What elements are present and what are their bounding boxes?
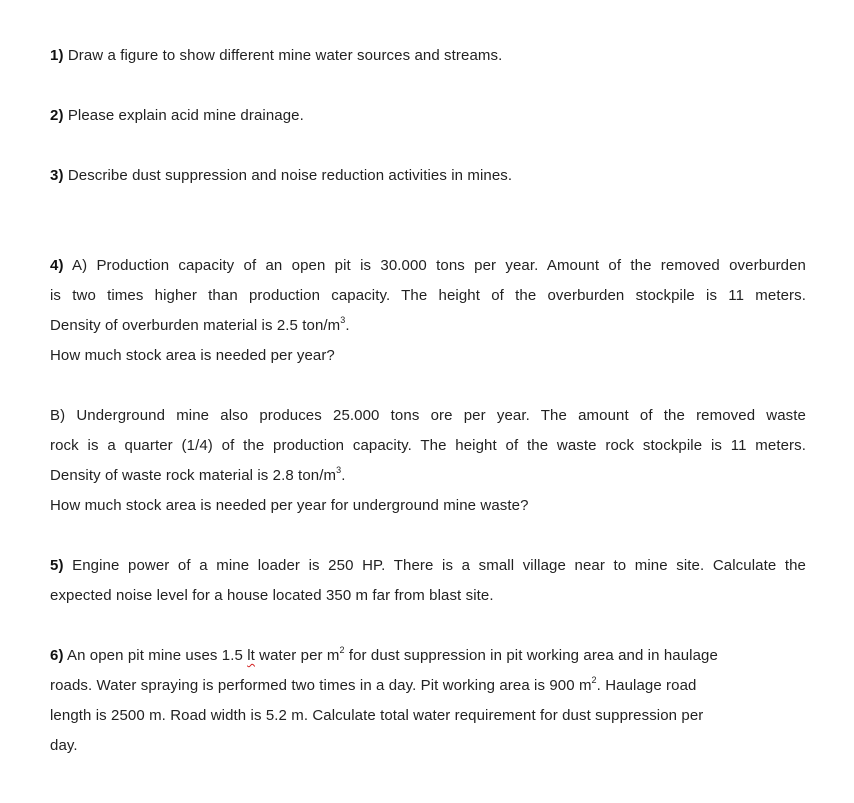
- question-6-exponent-2: 2: [591, 675, 597, 685]
- question-6-line-1: [50, 646, 718, 666]
- question-5-number: 5): [50, 557, 64, 574]
- question-4b-line-2: rock is a quarter (1/4) of the production capacity. The height of the waste rock stockpile is 11 meters.: [50, 437, 806, 454]
- question-4b-density-text: Density of waste rock material is 2.8 ton/m: [50, 467, 337, 484]
- question-4a-density-period: .: [345, 317, 350, 334]
- spellcheck-flagged-word: lt: [247, 647, 255, 664]
- question-4a-line-4: How much stock area is needed per year?: [50, 347, 335, 364]
- question-4a-line-3: [50, 316, 350, 336]
- question-4-number: 4): [50, 257, 64, 274]
- question-2-text: Please explain acid mine drainage.: [63, 107, 304, 124]
- question-1-text: Draw a figure to show different mine water sources and streams.: [63, 47, 503, 64]
- question-6-text-1c: for dust suppression in pit working area and in haulage: [344, 647, 718, 664]
- question-5-line-1: [50, 556, 806, 576]
- question-4a-density-exponent: 3: [340, 315, 346, 325]
- question-4b-density-period: .: [341, 467, 346, 484]
- question-3-text: Describe dust suppression and noise reduction activities in mines.: [63, 167, 513, 184]
- question-4b-density-exponent: 3: [336, 465, 342, 475]
- question-6-line-4: day.: [50, 737, 78, 754]
- question-6-exponent-1: 2: [339, 645, 345, 655]
- question-6-line-2: [50, 676, 696, 696]
- question-2: [50, 106, 304, 126]
- question-4b-line-3: [50, 466, 345, 486]
- question-6-text-2a: roads. Water spraying is performed two times in a day. Pit working area is 900 m: [50, 677, 592, 694]
- question-1: [50, 46, 502, 66]
- question-3: [50, 166, 512, 186]
- question-4a-line-2: is two times higher than production capacity. The height of the overburden stockpile is 11 meters.: [50, 287, 806, 304]
- question-4a-line-1: [50, 256, 806, 276]
- question-5-text-1: Engine power of a mine loader is 250 HP. There is a small village near to mine site. Calculate the: [63, 557, 806, 574]
- question-1-number: 1): [50, 47, 64, 64]
- question-4b-line-4: How much stock area is needed per year for underground mine waste?: [50, 497, 529, 514]
- question-6-text-1b: water per m: [254, 647, 340, 664]
- question-4a-text-1: A) Production capacity of an open pit is 30.000 tons per year. Amount of the removed overburden: [63, 257, 806, 274]
- question-4b-line-1: B) Underground mine also produces 25.000 tons ore per year. The amount of the removed waste: [50, 407, 806, 424]
- question-3-number: 3): [50, 167, 64, 184]
- question-4a-density-text: Density of overburden material is 2.5 ton/m: [50, 317, 341, 334]
- question-5-line-2: expected noise level for a house located 350 m far from blast site.: [50, 587, 494, 604]
- question-6-text-1a: An open pit mine uses 1.5: [63, 647, 248, 664]
- question-2-number: 2): [50, 107, 64, 124]
- question-6-text-2b: . Haulage road: [596, 677, 697, 694]
- question-6-number: 6): [50, 647, 64, 664]
- question-6-line-3: length is 2500 m. Road width is 5.2 m. Calculate total water requirement for dust suppression per: [50, 707, 704, 724]
